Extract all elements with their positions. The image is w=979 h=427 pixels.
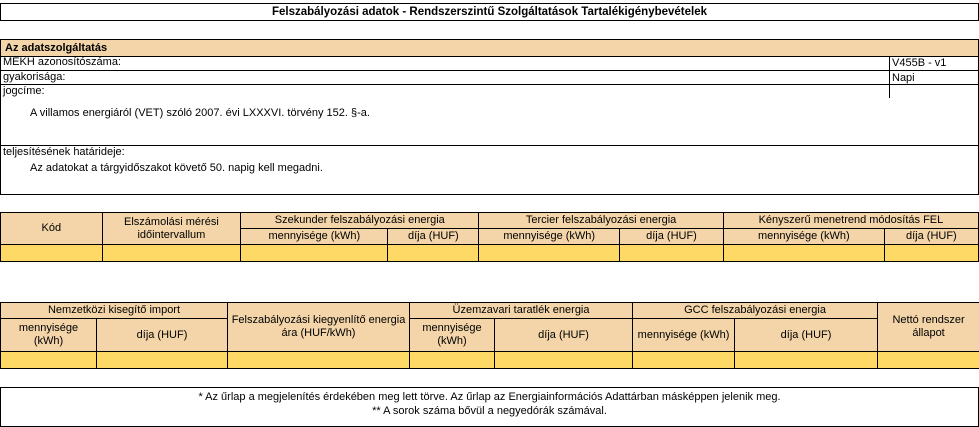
page-title: Felszabályozási adatok - Rendszerszintű Szolgáltatások Tartalékigénybevételek	[0, 3, 979, 21]
legal-row	[1, 84, 978, 98]
input-cell[interactable]	[495, 352, 633, 369]
header-plant-fee: díja (HUF)	[495, 319, 633, 352]
input-cell[interactable]	[620, 245, 724, 262]
data-table-2	[0, 302, 979, 369]
input-cell[interactable]	[102, 245, 241, 262]
table-row	[1, 352, 979, 369]
input-cell[interactable]	[735, 352, 878, 369]
input-cell[interactable]	[241, 245, 388, 262]
freq-label: gyakorisága:	[3, 71, 65, 83]
header-plant-qty: mennyisége (kWh)	[410, 319, 495, 352]
input-cell[interactable]	[878, 352, 979, 369]
header-secondary: Szekunder felszabályozási energia	[241, 213, 479, 229]
header-secondary-fee: díja (HUF)	[388, 229, 479, 245]
data-table-1	[0, 212, 979, 262]
info-section	[0, 39, 979, 195]
input-cell[interactable]	[410, 352, 495, 369]
header-tertiary: Tercier felszabályozási energia	[479, 213, 724, 229]
header-balancing: Felszabályozási kiegyenlítő energia ára (HUF/kWh)	[228, 303, 410, 352]
section-header: Az adatszolgáltatás	[1, 40, 978, 57]
input-cell[interactable]	[633, 352, 735, 369]
header-forced-qty: mennyisége (kWh)	[723, 229, 884, 245]
header-tertiary-fee: díja (HUF)	[620, 229, 724, 245]
input-cell[interactable]	[723, 245, 884, 262]
header-net: Nettó rendszer állapot	[878, 303, 979, 352]
footnotes	[0, 387, 979, 427]
input-cell[interactable]	[97, 352, 228, 369]
legal-text: A villamos energiáról (VET) szóló 2007. évi LXXXVI. törvény 152. §-a.	[30, 107, 370, 120]
legal-label: jogcíme:	[3, 85, 45, 97]
header-tertiary-qty: mennyisége (kWh)	[479, 229, 620, 245]
footnote-1: * Az űrlap a megjelenítés érdekében meg lett törve. Az űrlap az Energiainformációs Adattárban másképpen jelenik meg.	[1, 390, 978, 404]
header-forced: Kényszerű menetrend módosítás FEL	[723, 213, 978, 229]
deadline-label: teljesítésének határideje:	[3, 146, 125, 158]
header-plant: Üzemzavari taratlék energia	[410, 303, 633, 319]
header-interval: Elszámolási mérési időintervallum	[102, 213, 241, 245]
input-cell[interactable]	[1, 245, 103, 262]
legal-value-cell	[889, 85, 978, 98]
footnote-2: ** A sorok száma bővül a negyedórák számával.	[1, 404, 978, 418]
header-forced-fee: díja (HUF)	[884, 229, 978, 245]
mekh-label: MEKH azonosítószáma:	[3, 56, 121, 68]
table-row	[1, 245, 979, 262]
input-cell[interactable]	[228, 352, 410, 369]
header-intl-qty: mennyisége (kWh)	[1, 319, 97, 352]
header-intl-fee: díja (HUF)	[97, 319, 228, 352]
mekh-value: V455B - v1	[889, 56, 978, 70]
input-cell[interactable]	[1, 352, 97, 369]
input-cell[interactable]	[479, 245, 620, 262]
freq-value: Napi	[889, 71, 978, 85]
deadline-row	[1, 145, 978, 160]
mekh-row	[1, 56, 978, 70]
header-intl: Nemzetközi kisegítő import	[1, 303, 228, 319]
header-gcc-qty: mennyisége (kWh)	[633, 319, 735, 352]
header-secondary-qty: mennyisége (kWh)	[241, 229, 388, 245]
freq-row	[1, 70, 978, 85]
input-cell[interactable]	[884, 245, 978, 262]
header-gcc: GCC felszabályozási energia	[633, 303, 878, 319]
deadline-text: Az adatokat a tárgyidőszakot követő 50. napig kell megadni.	[30, 162, 323, 175]
input-cell[interactable]	[388, 245, 479, 262]
header-gcc-fee: díja (HUF)	[735, 319, 878, 352]
header-kod: Kód	[1, 213, 103, 245]
